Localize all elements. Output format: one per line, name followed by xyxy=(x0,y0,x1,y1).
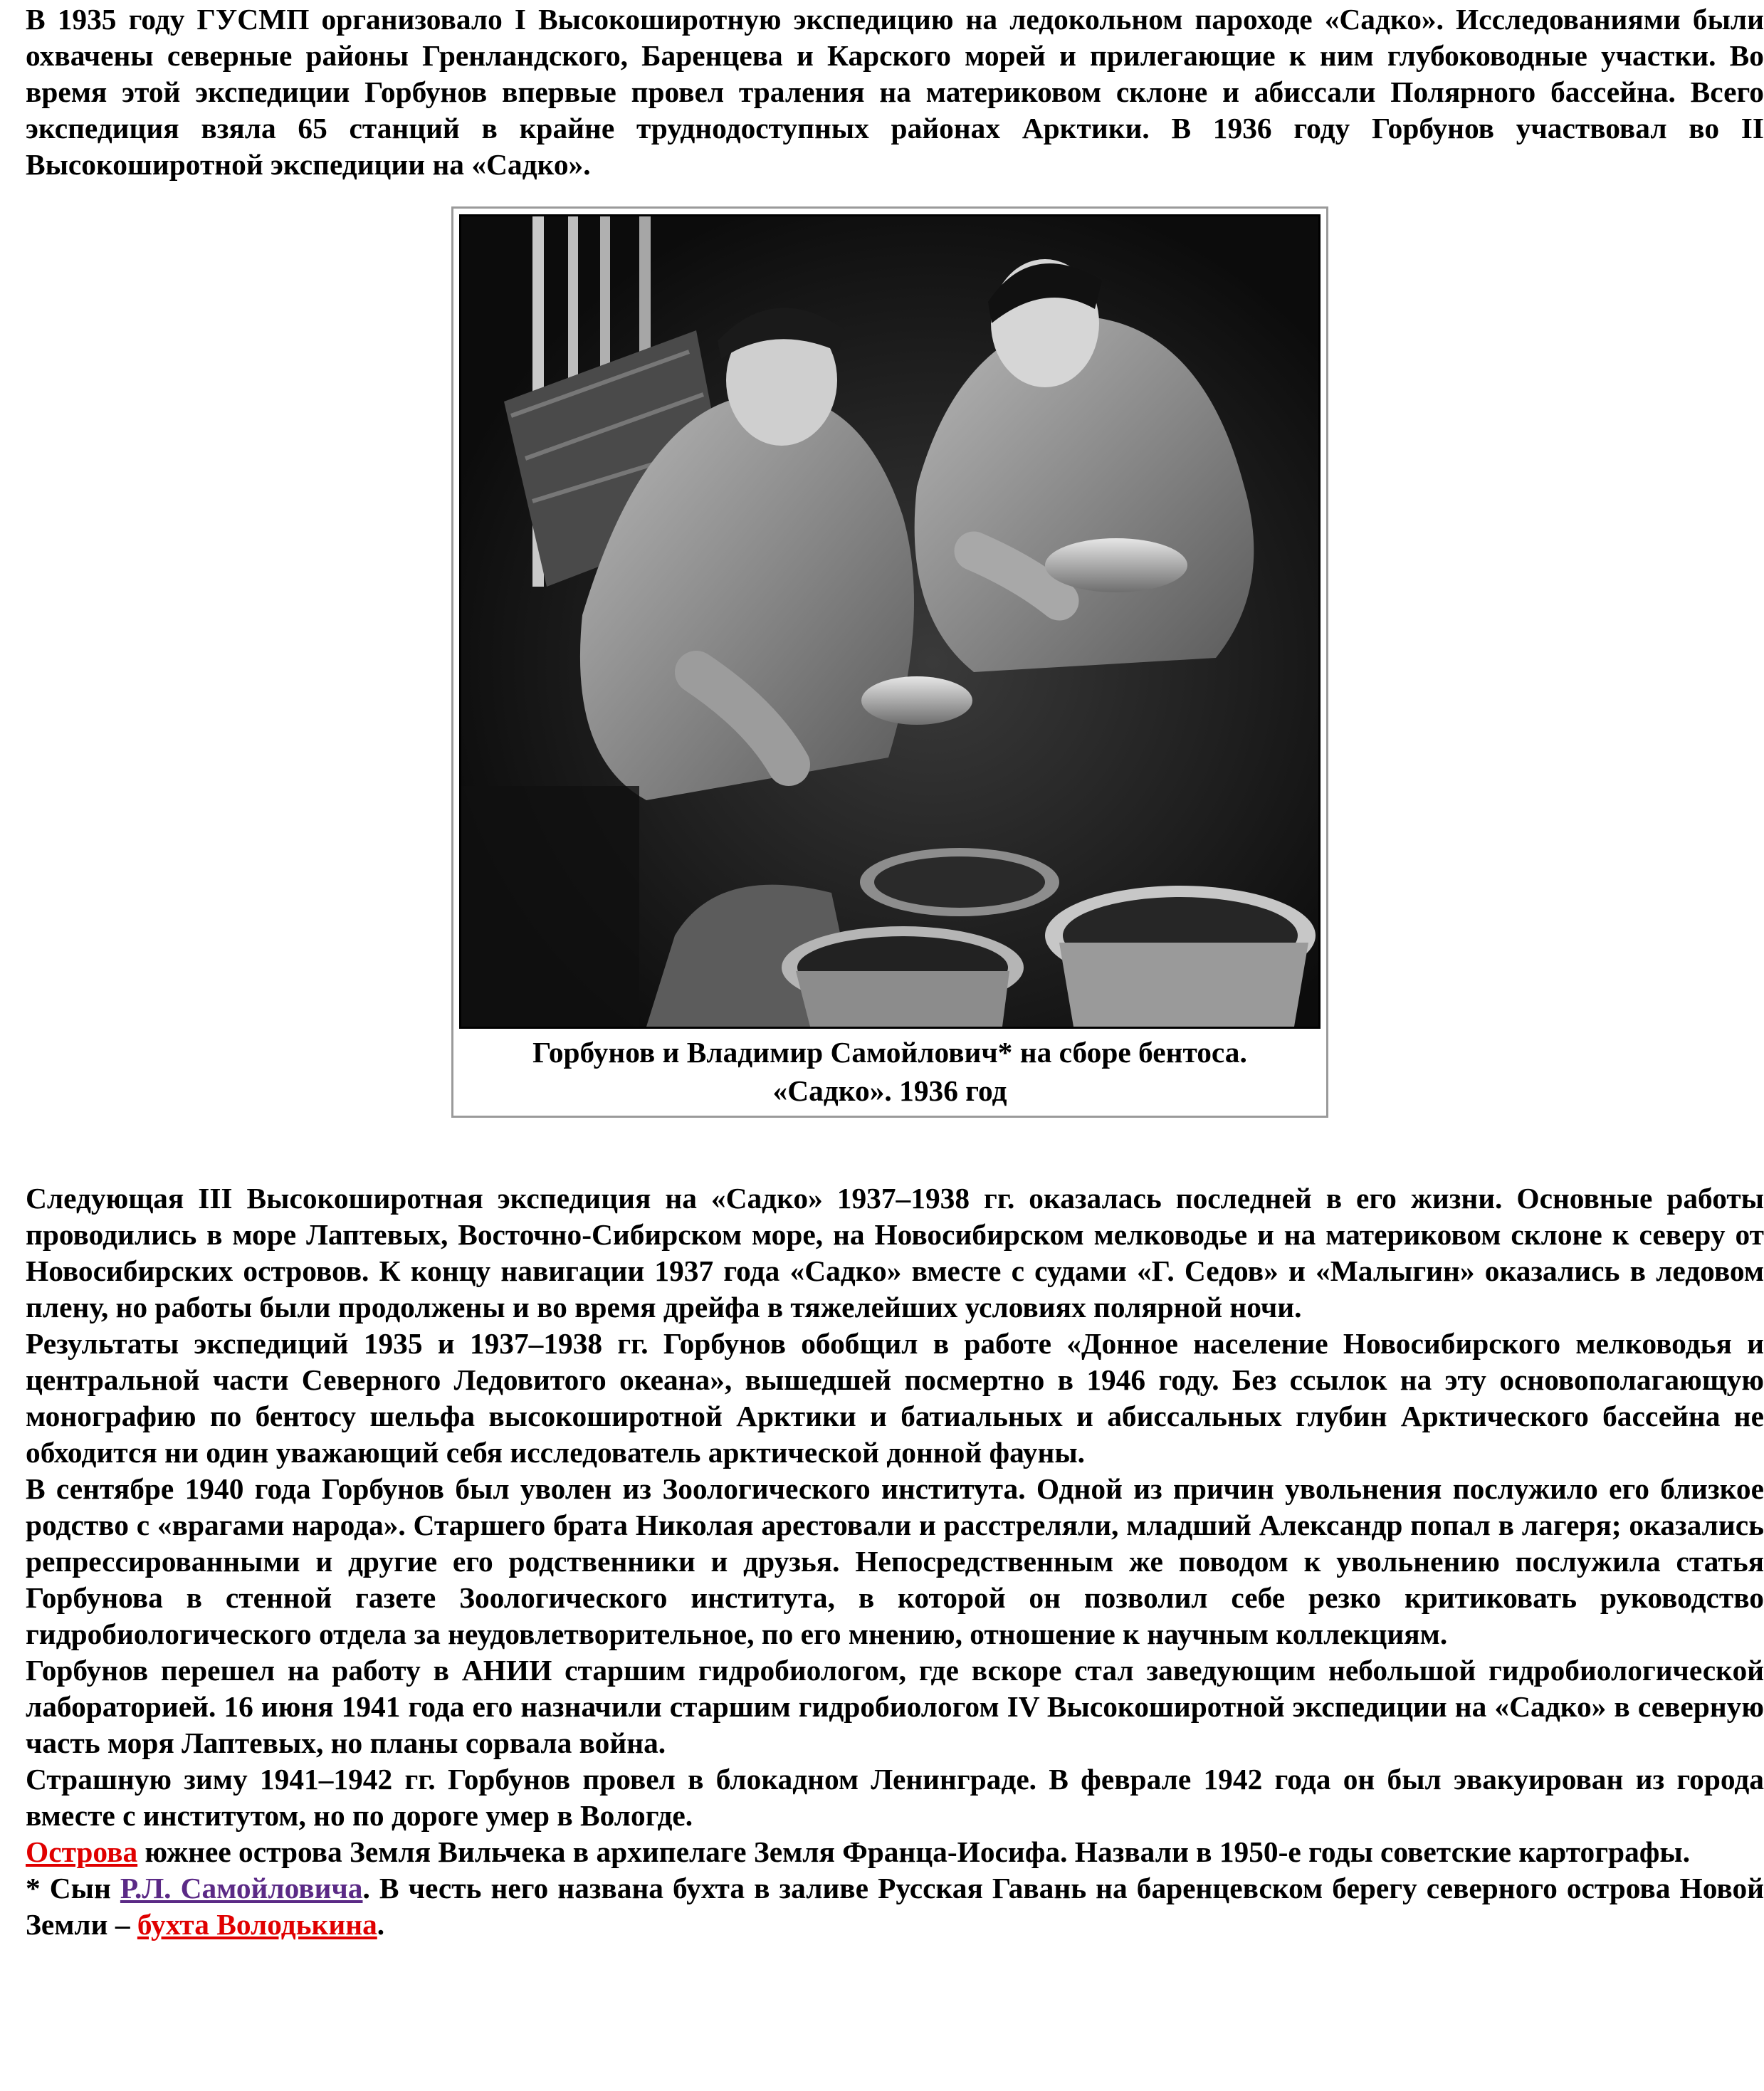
article xyxy=(26,1,1764,1943)
paragraph-third-expedition: Следующая III Высокоширотная экспедиция на «Садко» 1937–1938 гг. оказалась последней в его жизни. Основные работы проводились в море Лаптевых, Восточно-Сибирском море, на Новосибирском мелководье и на материковом склоне к северу от Новосибирских островов. К концу навигации 1937 года «Садко» вместе с судами «Г. Седов» и «Малыгин» оказались в ледовом плену, но работы были продолжены и во время дрейфа в тяжелейших условиях полярной ночи. xyxy=(26,1182,1764,1324)
photo-figure xyxy=(451,206,1328,1118)
expedition-photo-illustration xyxy=(461,216,1318,1027)
paragraph-blockade: Страшную зиму 1941–1942 гг. Горбунов провел в блокадном Ленинграде. В феврале 1942 года он был эвакуирован из города вместе с институтом, но по дороге умер в Вологде. xyxy=(26,1763,1764,1832)
samoylovich-link[interactable]: Р.Л. Самойловича xyxy=(120,1872,363,1904)
paragraph-islands xyxy=(26,1834,1764,1870)
volodkina-bay-link[interactable]: бухта Володькина xyxy=(137,1908,377,1941)
islands-link[interactable]: Острова xyxy=(26,1835,138,1868)
paragraph-anii: Горбунов перешел на работу в АНИИ старшим гидробиологом, где вскоре стал заведующим небольшой гидробиологической лабораторией. 16 июня 1941 года его назначили старшим гидробиологом IV Высокоширотной экспедиции на «Садко» в северную часть моря Лаптевых, но планы сорвала война. xyxy=(26,1654,1764,1759)
caption-line-2: «Садко». 1936 год xyxy=(772,1074,1007,1107)
intro-paragraph: В 1935 году ГУСМП организовало I Высокоширотную экспедицию на ледокольном пароходе «Садко». Исследованиями были охвачены северные районы Гренландского, Баренцева и Карского морей и прилегающие к ним глубоководные участки. Во время этой экспедиции Горбунов впервые провел траления на материковом склоне и абиссали Полярного бассейна. Всего экспедиция взяла 65 станций в крайне труднодоступных районах Арктики. В 1936 году Горбунов участвовал во II Высокоширотной экспедиции на «Садко». xyxy=(26,3,1764,181)
paragraph-results: Результаты экспедиций 1935 и 1937–1938 гг. Горбунов обобщил в работе «Донное население Новосибирского мелководья и центральной части Северного Ледовитого океана», вышедшей посмертно в 1946 году. Без ссылок на эту основополагающую монографию по бентосу шельфа высокоширотной Арктики и батиальных и абиссальных глубин Арктического бассейна не обходится ни один уважающий себя исследователь арктической донной фауны. xyxy=(26,1327,1764,1469)
footnote-middle: . В честь него названа бухта в заливе Русская Гавань на баренцевском берегу северного острова Новой Земли – xyxy=(26,1872,1764,1941)
footnote-prefix: * Сын xyxy=(26,1872,120,1904)
footnote xyxy=(26,1870,1764,1943)
photo xyxy=(459,214,1321,1029)
footnote-end: . xyxy=(377,1908,385,1941)
photo-caption xyxy=(453,1033,1326,1110)
caption-line-1: Горбунов и Владимир Самойлович* на сборе бентоса. xyxy=(532,1036,1247,1069)
islands-text: южнее острова Земля Вильчека в архипелаге Земля Франца-Иосифа. Назвали в 1950-е годы советские картографы. xyxy=(137,1835,1691,1868)
paragraph-dismissal: В сентябре 1940 года Горбунов был уволен из Зоологического института. Одной из причин увольнения послужило его близкое родство с «врагами народа». Старшего брата Николая арестовали и расстреляли, младший Александр попал в лагеря; оказались репрессированными и другие его родственники и друзья. Непосредственным же поводом к увольнению послужила статья Горбунова в стенной газете Зоологического института, в которой он позволил себе резко критиковать руководство гидробиологического отдела за неудовлетворительное, по его мнению, отношение к научным коллекциям. xyxy=(26,1472,1764,1650)
